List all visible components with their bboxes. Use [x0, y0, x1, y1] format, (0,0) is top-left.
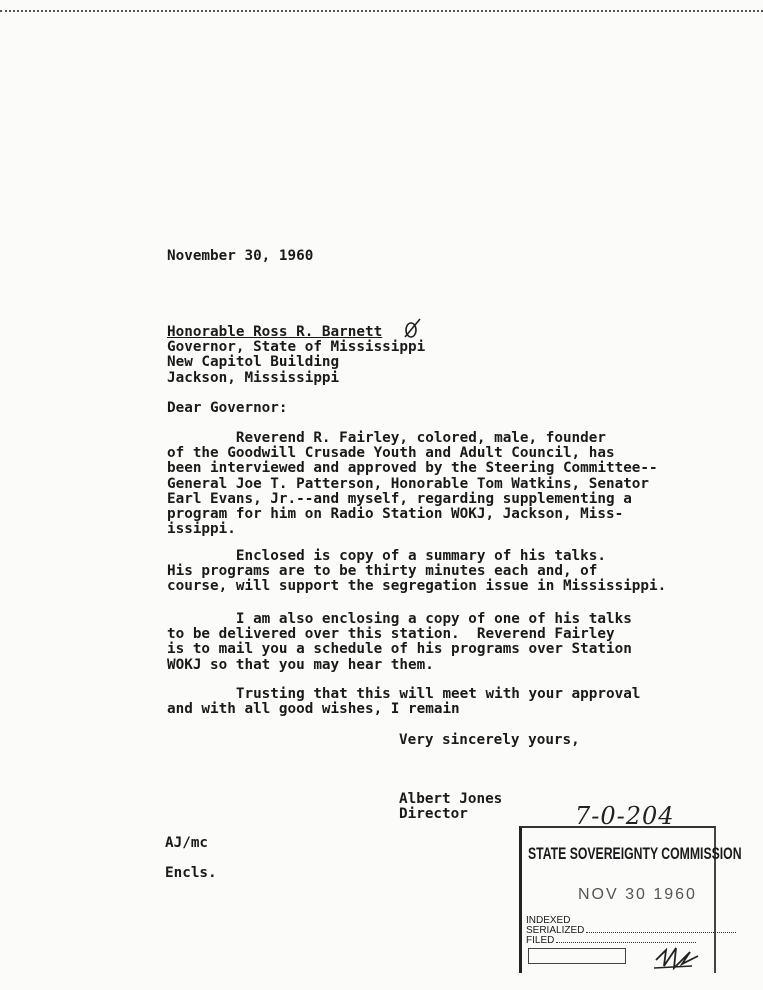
- letter-date: November 30, 1960: [167, 248, 314, 264]
- stamp-date: NOV 30 1960: [578, 886, 697, 903]
- recipient-line-1: Governor, State of Mississippi: [167, 339, 426, 356]
- recipient-line-2: New Capitol Building: [167, 354, 340, 371]
- recipient-name: Honorable Ross R. Barnett: [167, 324, 383, 340]
- handwritten-scribble-icon: [652, 942, 702, 972]
- stamp-field-serialized: SERIALIZED: [526, 926, 736, 936]
- body-paragraph-2: Enclosed is copy of a summary of his talks. His programs are to be thirty minutes each and, of course, will support the segregation issue in Mississippi.: [167, 548, 667, 595]
- commission-received-stamp: [519, 826, 742, 973]
- handwritten-file-number: 7-0-204: [575, 802, 675, 830]
- handwritten-check-mark-icon: [400, 316, 424, 340]
- signer-name: Albert Jones: [399, 791, 503, 807]
- stamp-field-filed: FILED: [526, 936, 696, 946]
- signer-title: Director: [399, 806, 468, 823]
- top-border-rule: [0, 0, 763, 12]
- body-paragraph-3: I am also enclosing a copy of one of his talks to be delivered over this station. Reverend Fairley is to mail you a schedule of his programs over Station WOKJ so that you may hear them.: [167, 611, 632, 673]
- salutation: Dear Governor:: [167, 400, 288, 416]
- stamp-field-indexed: INDEXED: [526, 915, 571, 926]
- recipient-line-3: Jackson, Mississippi: [167, 369, 340, 386]
- signature-block: [399, 792, 502, 822]
- recipient-address: [167, 325, 425, 386]
- stamp-title: STATE SOVEREIGNTY COMMISSION: [528, 844, 742, 863]
- closing: Very sincerely yours,: [399, 732, 580, 748]
- enclosure-note: Encls.: [165, 865, 217, 881]
- body-paragraph-1: Reverend R. Fairley, colored, male, founder of the Goodwill Crusade Youth and Adult Council, has been interviewed and approved by the Steering Committee-- General Joe T. Patterson, Honorable Tom Watkins, Senator Earl Evans, Jr.--and myself, regarding supplementing a program for him on Radio Station WOKJ, Jackson, Miss- issippi.: [167, 430, 658, 538]
- stamp-blank-box: [528, 948, 626, 964]
- reference-initials: AJ/mc: [165, 835, 209, 851]
- body-paragraph-4: Trusting that this will meet with your approval and with all good wishes, I remain: [167, 686, 641, 718]
